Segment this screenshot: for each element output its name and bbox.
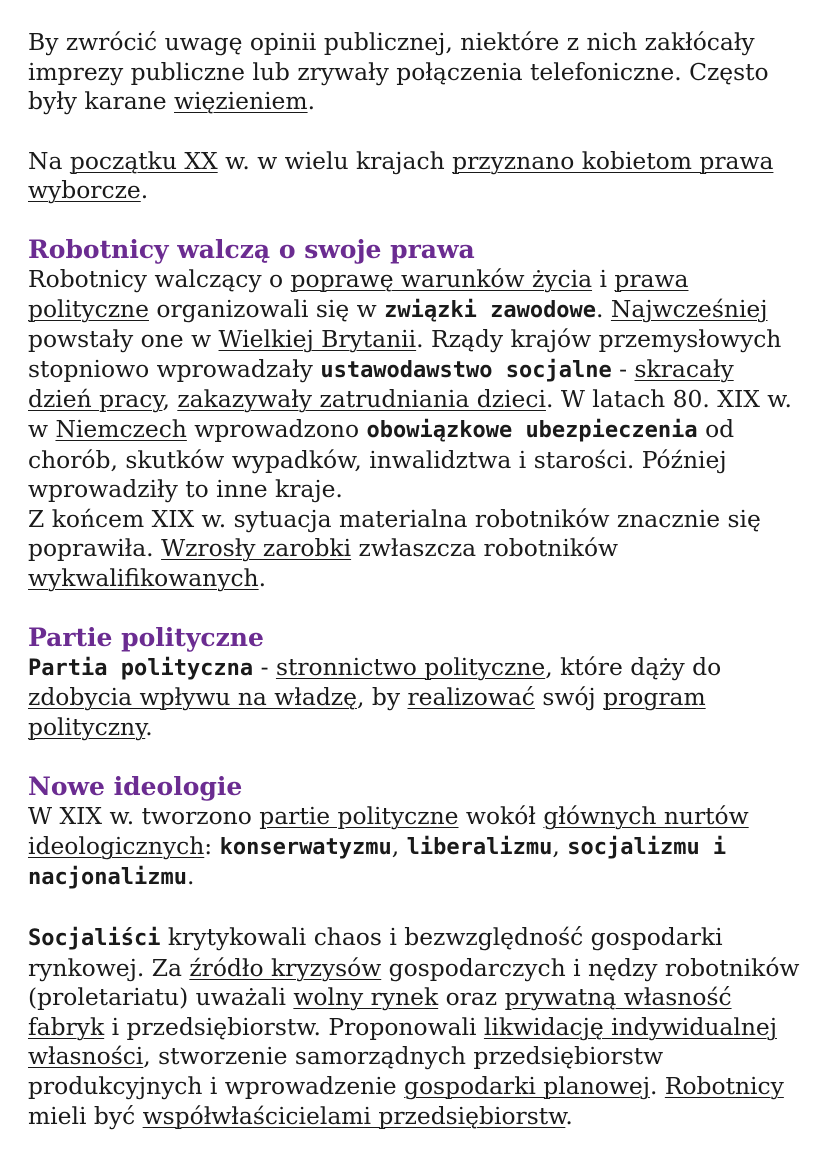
text: gospodarczych i nędzy robotników (proletariatu) uważali bbox=[28, 953, 800, 1012]
text: . W latach 80. XIX w. w bbox=[28, 385, 792, 443]
text: swój bbox=[534, 683, 604, 712]
underlined-text: wolny rynek bbox=[293, 983, 439, 1012]
text: , by bbox=[356, 683, 408, 712]
text: . bbox=[186, 862, 195, 891]
text: wprowadzono bbox=[186, 414, 367, 443]
text: W XIX w. tworzono bbox=[28, 802, 260, 831]
text: od chorób, skutków wypadków, inwalidztwa i starości. Później wprowadziły to inne kraje. bbox=[28, 414, 735, 504]
text: - bbox=[253, 652, 276, 681]
underlined-text: stronnictwo polityczne bbox=[275, 652, 546, 681]
text: . bbox=[145, 712, 153, 741]
paragraph-parties bbox=[28, 653, 800, 743]
text: . bbox=[596, 294, 611, 323]
paragraph-gap bbox=[28, 893, 800, 923]
underlined-text: więzieniem bbox=[174, 87, 308, 116]
text: , bbox=[552, 831, 568, 860]
underlined-text: Niemczech bbox=[55, 414, 187, 443]
underlined-text: głównych nurtów ideologicznych bbox=[28, 802, 749, 860]
bold-term: liberalizmu bbox=[406, 834, 553, 860]
bold-term: ustawodawstwo socjalne bbox=[320, 357, 612, 383]
paragraph-suffrage bbox=[28, 147, 800, 206]
underlined-text: zdobycia wpływu na władzę bbox=[28, 683, 357, 712]
bold-term: socjalizmu i nacjonalizmu bbox=[28, 834, 727, 891]
underlined-text: Robotnicy bbox=[664, 1072, 784, 1101]
paragraph-intro bbox=[28, 28, 800, 117]
bold-term: związki zawodowe bbox=[384, 297, 597, 323]
text: , bbox=[162, 385, 178, 414]
bold-term: konserwatyzmu bbox=[219, 834, 392, 860]
text: . Rządy krajów przemysłowych stopniowo wprowadzały bbox=[28, 325, 782, 383]
bold-term: Socjaliści bbox=[28, 926, 161, 952]
underlined-text: zakazywały zatrudniania dzieci bbox=[177, 385, 546, 414]
section-heading-parties: Partie polityczne bbox=[28, 622, 264, 652]
underlined-text: program polityczny bbox=[28, 683, 706, 741]
text: . bbox=[649, 1072, 665, 1101]
text: i przedsiębiorstw. Proponowali bbox=[104, 1012, 484, 1041]
underlined-text: Wzrosły zarobki bbox=[161, 534, 352, 563]
underlined-text: realizować bbox=[407, 683, 535, 712]
paragraph-socialists bbox=[28, 923, 800, 1131]
text: organizowali się w bbox=[148, 294, 385, 323]
text: wokół bbox=[458, 802, 544, 831]
text: . bbox=[565, 1101, 573, 1130]
text: . bbox=[140, 176, 149, 205]
text: Na bbox=[28, 146, 70, 175]
underlined-text: Najwcześniej bbox=[610, 294, 768, 323]
underlined-text: źródło kryzysów bbox=[189, 953, 382, 982]
bold-term: Partia polityczna bbox=[28, 655, 254, 681]
underlined-text: likwidację indywidualnej własności bbox=[28, 1012, 777, 1071]
underlined-text: poprawę warunków życia bbox=[290, 264, 593, 293]
text: mieli być bbox=[28, 1101, 143, 1130]
paragraph-workers bbox=[28, 265, 800, 594]
paragraph-gap bbox=[28, 206, 800, 235]
underlined-text: prawa polityczne bbox=[28, 264, 689, 323]
section-heading-ideologies: Nowe ideologie bbox=[28, 772, 243, 802]
underlined-text: początku XX bbox=[69, 146, 218, 175]
text: By zwrócić uwagę opinii publicznej, niektóre z nich zakłócały imprezy publiczne lub zrywały połączenia telefoniczne. Często były karane bbox=[28, 28, 769, 116]
text: . bbox=[258, 563, 267, 592]
text: . bbox=[307, 87, 316, 116]
text: - bbox=[611, 354, 635, 383]
paragraph-gap bbox=[28, 594, 800, 623]
paragraph-ideologies bbox=[28, 802, 800, 893]
text: Z końcem XIX w. sytuacja materialna robotników znacznie się poprawiła. bbox=[28, 504, 761, 563]
underlined-text: przyznano kobietom prawa wyborcze bbox=[28, 146, 774, 205]
underlined-text: wykwalifikowanych bbox=[28, 563, 259, 592]
text: zwłaszcza robotników bbox=[351, 534, 619, 563]
text: powstały one w bbox=[28, 325, 219, 354]
text: , bbox=[391, 831, 407, 860]
text: oraz bbox=[438, 983, 505, 1012]
underlined-text: prywatną własność fabryk bbox=[28, 983, 732, 1041]
section-heading-workers: Robotnicy walczą o swoje prawa bbox=[28, 234, 475, 264]
underlined-text: partie polityczne bbox=[259, 802, 459, 831]
text: Robotnicy walczący o bbox=[28, 264, 291, 293]
paragraph-gap bbox=[28, 742, 800, 772]
underlined-text: skracały dzień pracy bbox=[28, 354, 734, 414]
text: : bbox=[204, 831, 220, 860]
bold-term: obowiązkowe ubezpieczenia bbox=[366, 417, 698, 443]
text: i bbox=[592, 264, 615, 293]
underlined-text: Wielkiej Brytanii bbox=[218, 325, 417, 354]
underlined-text: gospodarki planowej bbox=[404, 1072, 650, 1101]
text: w. w wielu krajach bbox=[217, 146, 453, 175]
paragraph-gap bbox=[28, 117, 800, 147]
text: krytykowali chaos i bezwzględność gospodarki rynkowej. Za bbox=[28, 923, 723, 982]
underlined-text: współwłaścicielami przedsiębiorstw bbox=[142, 1101, 566, 1130]
text: , stworzenie samorządnych przedsiębiorstw produkcyjnych i wprowadzenie bbox=[28, 1042, 664, 1101]
text: , które dąży do bbox=[545, 652, 722, 681]
